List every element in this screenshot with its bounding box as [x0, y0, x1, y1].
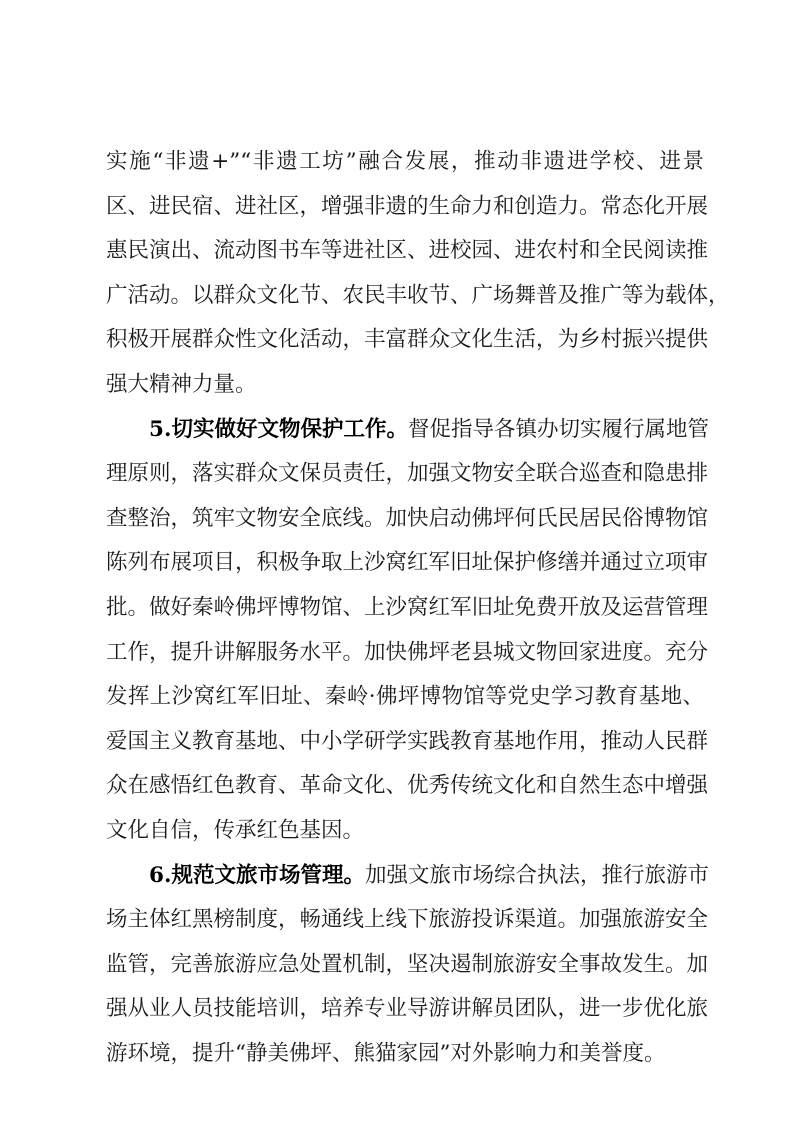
text-line	[106, 408, 709, 453]
text-line: 惠民演出、流动图书车等进社区、进校园、进农村和全民阅读推	[106, 238, 709, 264]
paragraph-market-management	[106, 854, 709, 1077]
text-line: 监管，完善旅游应急处置机制，坚决遏制旅游安全事故发生。加	[106, 951, 709, 977]
text-line: 场主体红黑榜制度，畅通线上线下旅游投诉渠道。加强旅游安全	[106, 907, 709, 933]
text-line: 文化自信，传承红色基因。	[106, 817, 365, 843]
paragraph-cultural-activities	[106, 140, 730, 408]
text-line: 积极开展群众性文化活动，丰富群众文化生活，为乡村振兴提供	[106, 327, 709, 353]
section-heading: 6.规范文旅市场管理。	[149, 862, 365, 888]
text-line: 爱国主义教育基地、中小学研学实践教育基地作用，推动人民群	[106, 728, 709, 754]
text-line	[106, 854, 709, 899]
text-line: 众在感悟红色教育、革命文化、优秀传统文化和自然生态中增强	[106, 773, 709, 799]
text-line: 陈列布展项目，积极争取上沙窝红军旧址保护修缮并通过立项审	[106, 550, 709, 576]
text-line: 强从业人员技能培训，培养专业导游讲解员团队，进一步优化旅	[106, 996, 709, 1022]
text-line: 发挥上沙窝红军旧址、秦岭·佛坪博物馆等党史学习教育基地、	[106, 684, 704, 710]
text-line: 强大精神力量。	[106, 371, 257, 397]
text-line: 工作，提升讲解服务水平。加快佛坪老县城文物回家进度。充分	[106, 639, 709, 665]
text-run: 督促指导各镇办切实履行属地管	[407, 416, 709, 442]
text-line: 查整治，筑牢文物安全底线。加快启动佛坪何氏民居民俗博物馆	[106, 505, 709, 531]
text-line: 区、进民宿、进社区，增强非遗的生命力和创造力。常态化开展	[106, 193, 709, 219]
text-line: 游环境，提升“静美佛坪、熊猫家园”对外影响力和美誉度。	[106, 1040, 666, 1066]
document-body	[106, 140, 730, 1076]
paragraph-heritage-protection	[106, 408, 709, 854]
section-heading: 5.切实做好文物保护工作。	[149, 416, 408, 442]
text-line: 实施“非遗+”“非遗工坊”融合发展，推动非遗进学校、进景	[106, 149, 704, 174]
text-line: 理原则，落实群众文保员责任，加强文物安全联合巡查和隐患排	[106, 461, 709, 487]
text-line: 批。做好秦岭佛坪博物馆、上沙窝红军旧址免费开放及运营管理	[106, 594, 709, 620]
text-line: 广活动。以群众文化节、农民丰收节、广场舞普及推广等为载体，	[106, 282, 730, 308]
text-run: 加强文旅市场综合执法，推行旅游市	[364, 862, 709, 888]
